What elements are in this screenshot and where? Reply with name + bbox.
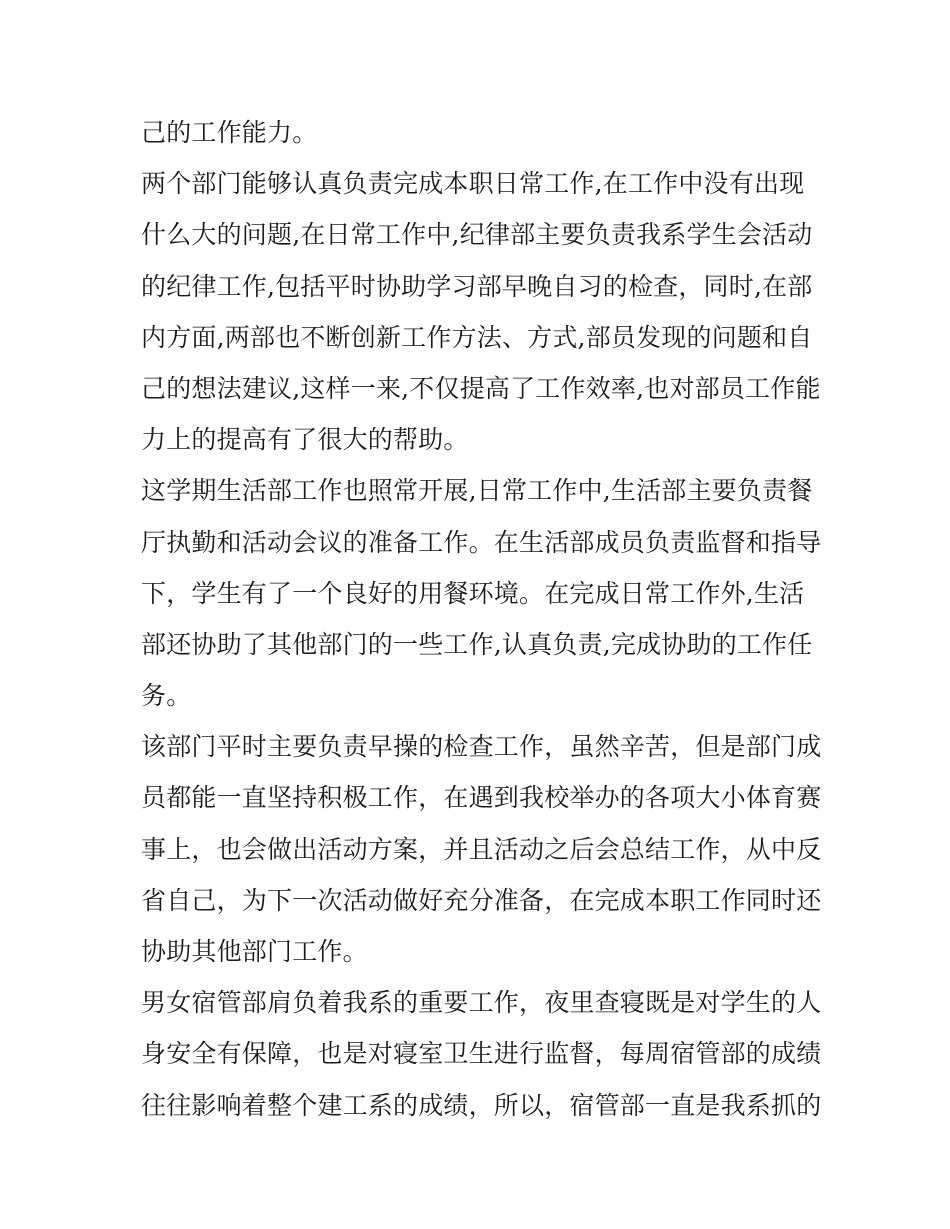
text-line: 男女宿管部肩负着我系的重要工作，夜里查寝既是对学生的人 bbox=[141, 988, 822, 1018]
text-line: 内方面,两部也不断创新工作方法、方式,部员发现的问题和自 bbox=[141, 322, 813, 352]
text-line: 省自己，为下一次活动做好充分准备，在完成本职工作同时还 bbox=[141, 885, 822, 915]
text-line: 部还协助了其他部门的一些工作,认真负责,完成协助的工作任 bbox=[141, 629, 813, 659]
text-line: 力上的提高有了很大的帮助。 bbox=[141, 425, 469, 455]
text-line: 下，学生有了一个良好的用餐环境。在完成日常工作外,生活 bbox=[141, 578, 805, 608]
text-line: 厅执勤和活动会议的准备工作。在生活部成员负责监督和指导 bbox=[141, 527, 822, 557]
text-line: 协助其他部门工作。 bbox=[141, 937, 368, 966]
text-line: 往往影响着整个建工系的成绩，所以，宿管部一直是我系抓的 bbox=[141, 1090, 822, 1120]
text-line: 员都能一直坚持积极工作，在遇到我校举办的各项大小体育赛 bbox=[141, 783, 822, 813]
text-line: 什么大的问题,在日常工作中,纪律部主要负责我系学生会活动 bbox=[141, 220, 813, 250]
text-line: 该部门平时主要负责早操的检查工作，虽然辛苦，但是部门成 bbox=[141, 732, 822, 762]
text-line: 两个部门能够认真负责完成本职日常工作,在工作中没有出现 bbox=[141, 169, 805, 199]
text-line: 这学期生活部工作也照常开展,日常工作中,生活部主要负责餐 bbox=[141, 476, 813, 506]
text-line: 的纪律工作,包括平时协助学习部早晚自习的检查，同时,在部 bbox=[141, 271, 813, 301]
text-line: 己的工作能力。 bbox=[141, 118, 318, 147]
text-line: 事上，也会做出活动方案，并且活动之后会总结工作，从中反 bbox=[141, 834, 822, 864]
document-body bbox=[141, 107, 821, 1131]
text-line: 己的想法建议,这样一来,不仅提高了工作效率,也对部员工作能 bbox=[141, 373, 821, 403]
text-line: 务。 bbox=[141, 681, 192, 711]
text-line: 身安全有保障，也是对寝室卫生进行监督，每周宿管部的成绩 bbox=[141, 1039, 822, 1069]
